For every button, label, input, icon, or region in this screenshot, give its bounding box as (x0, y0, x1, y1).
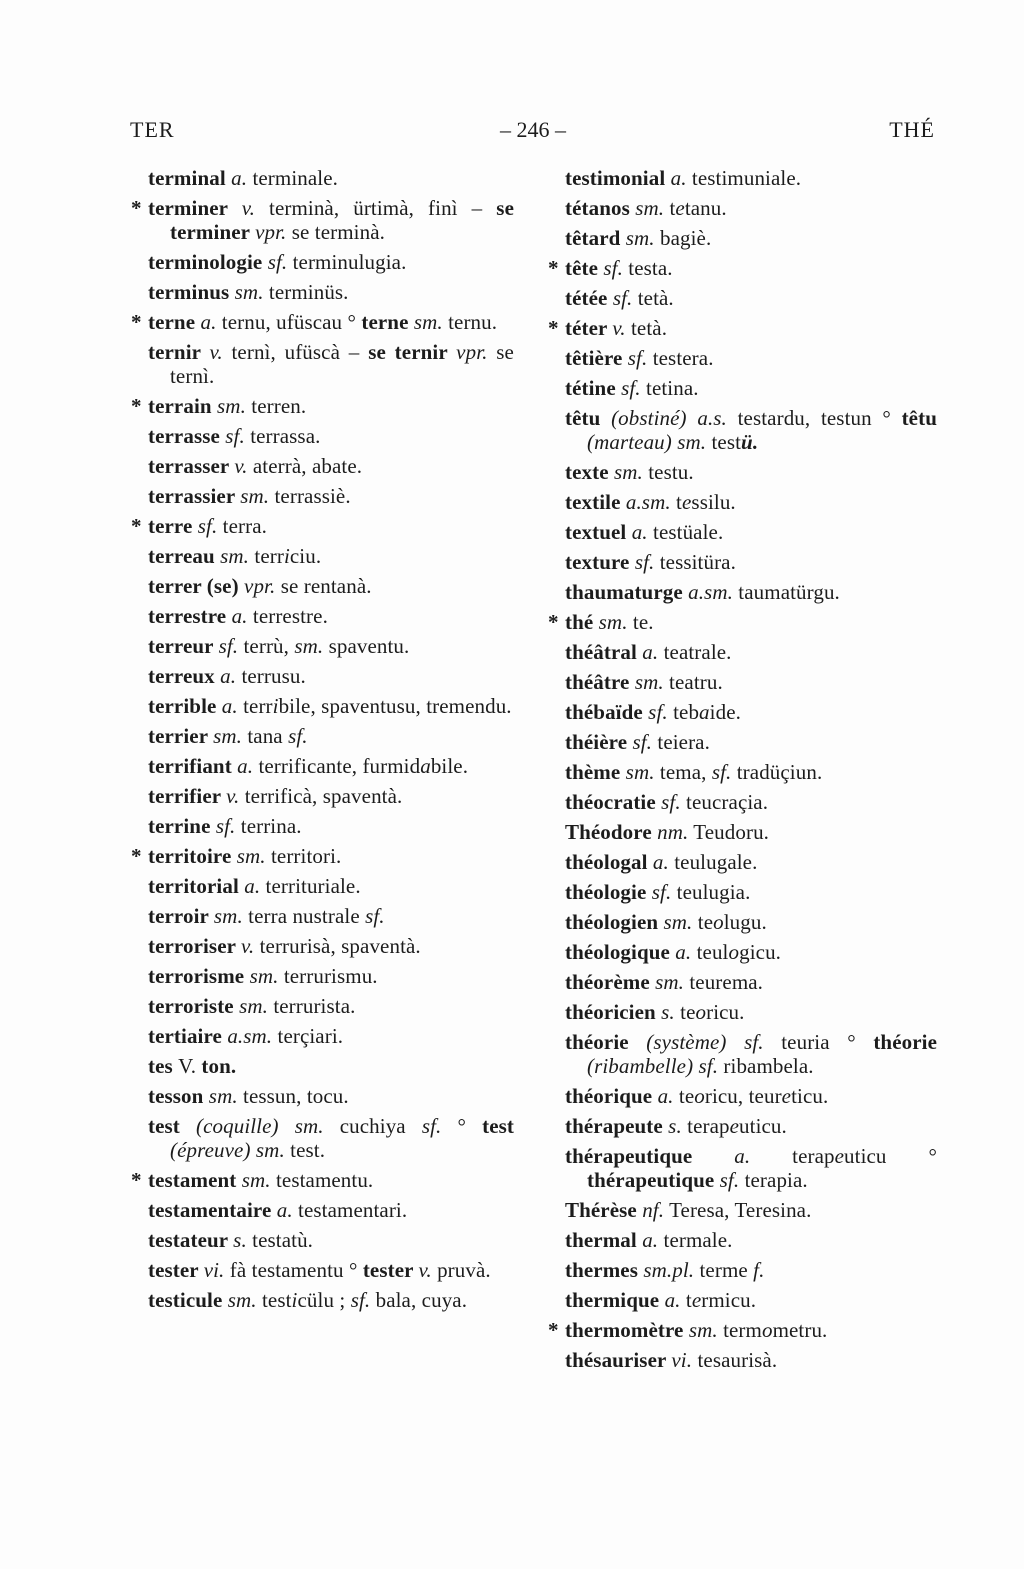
dictionary-entry: testicule sm. testicülu ; sf. bala, cuya. (148, 1288, 468, 1312)
dictionary-entry: tétine sf. tetina. (565, 376, 699, 400)
dictionary-entry: Théodore nm. Teudoru. (565, 820, 770, 844)
dictionary-entry: têtu (obstiné) a.s. testardu, testun ° têtu (marteau) sm. testü. (565, 406, 937, 454)
dictionary-entry: testamentaire a. testamentari. (148, 1198, 408, 1222)
dictionary-entry: théocratie sf. teucraçia. (565, 790, 769, 814)
dictionary-entry: terminus sm. terminüs. (148, 280, 349, 304)
dictionary-entry: terreau sm. terriciu. (148, 544, 322, 568)
dictionary-entry: thérapeutique a. terapeuticu ° thérapeutique sf. terapia. (565, 1144, 937, 1192)
dictionary-entry: thésauriser vi. tesaurisà. (565, 1348, 778, 1372)
star-marker: * (131, 394, 142, 418)
dictionary-entry: terrier sm. tana sf. (148, 724, 308, 748)
dictionary-entry: terrasse sf. terrassa. (148, 424, 321, 448)
dictionary-entry: * terminer v. terminà, ürtimà, finì – se terminer vpr. se terminà. (131, 196, 514, 244)
dictionary-entry: * tête sf. testa. (548, 256, 673, 280)
dictionary-entry: têtard sm. bagiè. (565, 226, 712, 250)
dictionary-entry: * terne a. ternu, ufüscau ° terne sm. ternu. (131, 310, 498, 334)
dictionary-entry: théâtral a. teatrale. (565, 640, 732, 664)
dictionary-entry: théâtre sm. teatru. (565, 670, 723, 694)
dictionary-entry: * téter v. tetà. (548, 316, 668, 340)
dictionary-entry: texture sf. tessitüra. (565, 550, 736, 574)
column-right (548, 166, 938, 1372)
dictionary-entry: thébaïde sf. tebaide. (565, 700, 741, 724)
dictionary-entry: tétanos sm. tetanu. (565, 196, 727, 220)
dictionary-entry: terrorisme sm. terrurismu. (148, 964, 378, 988)
dictionary-entry: terrestre a. terrestre. (148, 604, 328, 628)
dictionary-entry: têtière sf. testera. (565, 346, 714, 370)
dictionary-entry: testimonial a. testimuniale. (565, 166, 802, 190)
dictionary-entry: * terre sf. terra. (131, 514, 267, 538)
dictionary-entry: tertiaire a.sm. terçiari. (148, 1024, 344, 1048)
dictionary-entry: thermique a. termicu. (565, 1288, 757, 1312)
dictionary-entry: tesson sm. tessun, tocu. (148, 1084, 349, 1108)
dictionary-entry: Thérèse nf. Teresa, Teresina. (565, 1198, 812, 1222)
dictionary-entry: théorie (système) sf. teuria ° théorie (ribambelle) sf. ribambela. (565, 1030, 938, 1078)
dictionary-entry: terrasser v. aterrà, abate. (148, 454, 363, 478)
star-marker: * (131, 1168, 142, 1192)
dictionary-entry: territorial a. territuriale. (148, 874, 361, 898)
star-marker: * (131, 514, 142, 538)
star-marker: * (131, 196, 142, 220)
dictionary-entry: terminologie sf. terminulugia. (148, 250, 407, 274)
dictionary-entry: testateur s. testatù. (148, 1228, 314, 1252)
dictionary-entry: terrer (se) vpr. se rentanà. (148, 574, 372, 598)
dictionary-entry: terrifiant a. terrificante, furmidabile. (148, 754, 469, 778)
dictionary-entry: * terrain sm. terren. (131, 394, 307, 418)
dictionary-entry: terroriser v. terrurisà, spaventà. (148, 934, 421, 958)
dictionary-entry: terrifier v. terrificà, spaventà. (148, 784, 403, 808)
star-marker: * (548, 256, 559, 280)
dictionary-entry: thérapeute s. terapeuticu. (565, 1114, 787, 1138)
dictionary-entry: théologien sm. teolugu. (565, 910, 767, 934)
dictionary-entry: théologique a. teulogicu. (565, 940, 782, 964)
dictionary-entry: théologal a. teulugale. (565, 850, 758, 874)
dictionary-entry: théoricien s. teoricu. (565, 1000, 745, 1024)
dictionary-entry: textile a.sm. tessilu. (565, 490, 736, 514)
dictionary-entry: terreur sf. terrù, sm. spaventu. (148, 634, 410, 658)
dictionary-entry: terrine sf. terrina. (148, 814, 302, 838)
dictionary-entry: tes V. ton. (148, 1054, 237, 1078)
dictionary-entry: thermes sm.pl. terme f. (565, 1258, 765, 1282)
dictionary-entry: thermal a. termale. (565, 1228, 733, 1252)
dictionary-entry: théorique a. teoricu, teureticu. (565, 1084, 829, 1108)
dictionary-entry: terrible a. terribile, spaventusu, tremendu. (148, 694, 512, 718)
dictionary-entry: terminal a. terminale. (148, 166, 338, 190)
star-marker: * (131, 844, 142, 868)
dictionary-entry: thaumaturge a.sm. taumatürgu. (565, 580, 840, 604)
star-marker: * (548, 1318, 559, 1342)
header-left-keyword: TER (130, 117, 175, 142)
page-number: – 246 – (500, 117, 566, 142)
star-marker: * (548, 316, 559, 340)
dictionary-entry: ternir v. ternì, ufüscà – se ternir vpr. se ternì. (148, 340, 514, 388)
dictionary-entry: tétée sf. tetà. (565, 286, 674, 310)
star-marker: * (548, 610, 559, 634)
dictionary-entry: terreux a. terrusu. (148, 664, 306, 688)
dictionary-entry: * thé sm. te. (548, 610, 654, 634)
dictionary-entry: * testament sm. testamentu. (131, 1168, 374, 1192)
dictionary-entry: thème sm. tema, sf. tradüçiun. (565, 760, 823, 784)
dictionary-entry: test (coquille) sm. cuchiya sf. ° test (épreuve) sm. test. (148, 1114, 515, 1162)
header-right-keyword: THÉ (889, 117, 935, 142)
dictionary-entry: textuel a. testüale. (565, 520, 724, 544)
dictionary-entry: théière sf. teiera. (565, 730, 710, 754)
dictionary-entry: terrassier sm. terrassiè. (148, 484, 351, 508)
dictionary-entry: * territoire sm. territori. (131, 844, 342, 868)
page-header (0, 118, 1024, 146)
dictionary-entry: théologie sf. teulugia. (565, 880, 751, 904)
column-left (131, 166, 515, 1312)
dictionary-entry: * thermomètre sm. termometru. (548, 1318, 828, 1342)
dictionary-entry: terroriste sm. terrurista. (148, 994, 356, 1018)
star-marker: * (131, 310, 142, 334)
dictionary-entry: terroir sm. terra nustrale sf. (148, 904, 385, 928)
dictionary-entry: texte sm. testu. (565, 460, 694, 484)
dictionary-entry: tester vi. fà testamentu ° tester v. pruvà. (148, 1258, 491, 1282)
dictionary-entry: théorème sm. teurema. (565, 970, 764, 994)
